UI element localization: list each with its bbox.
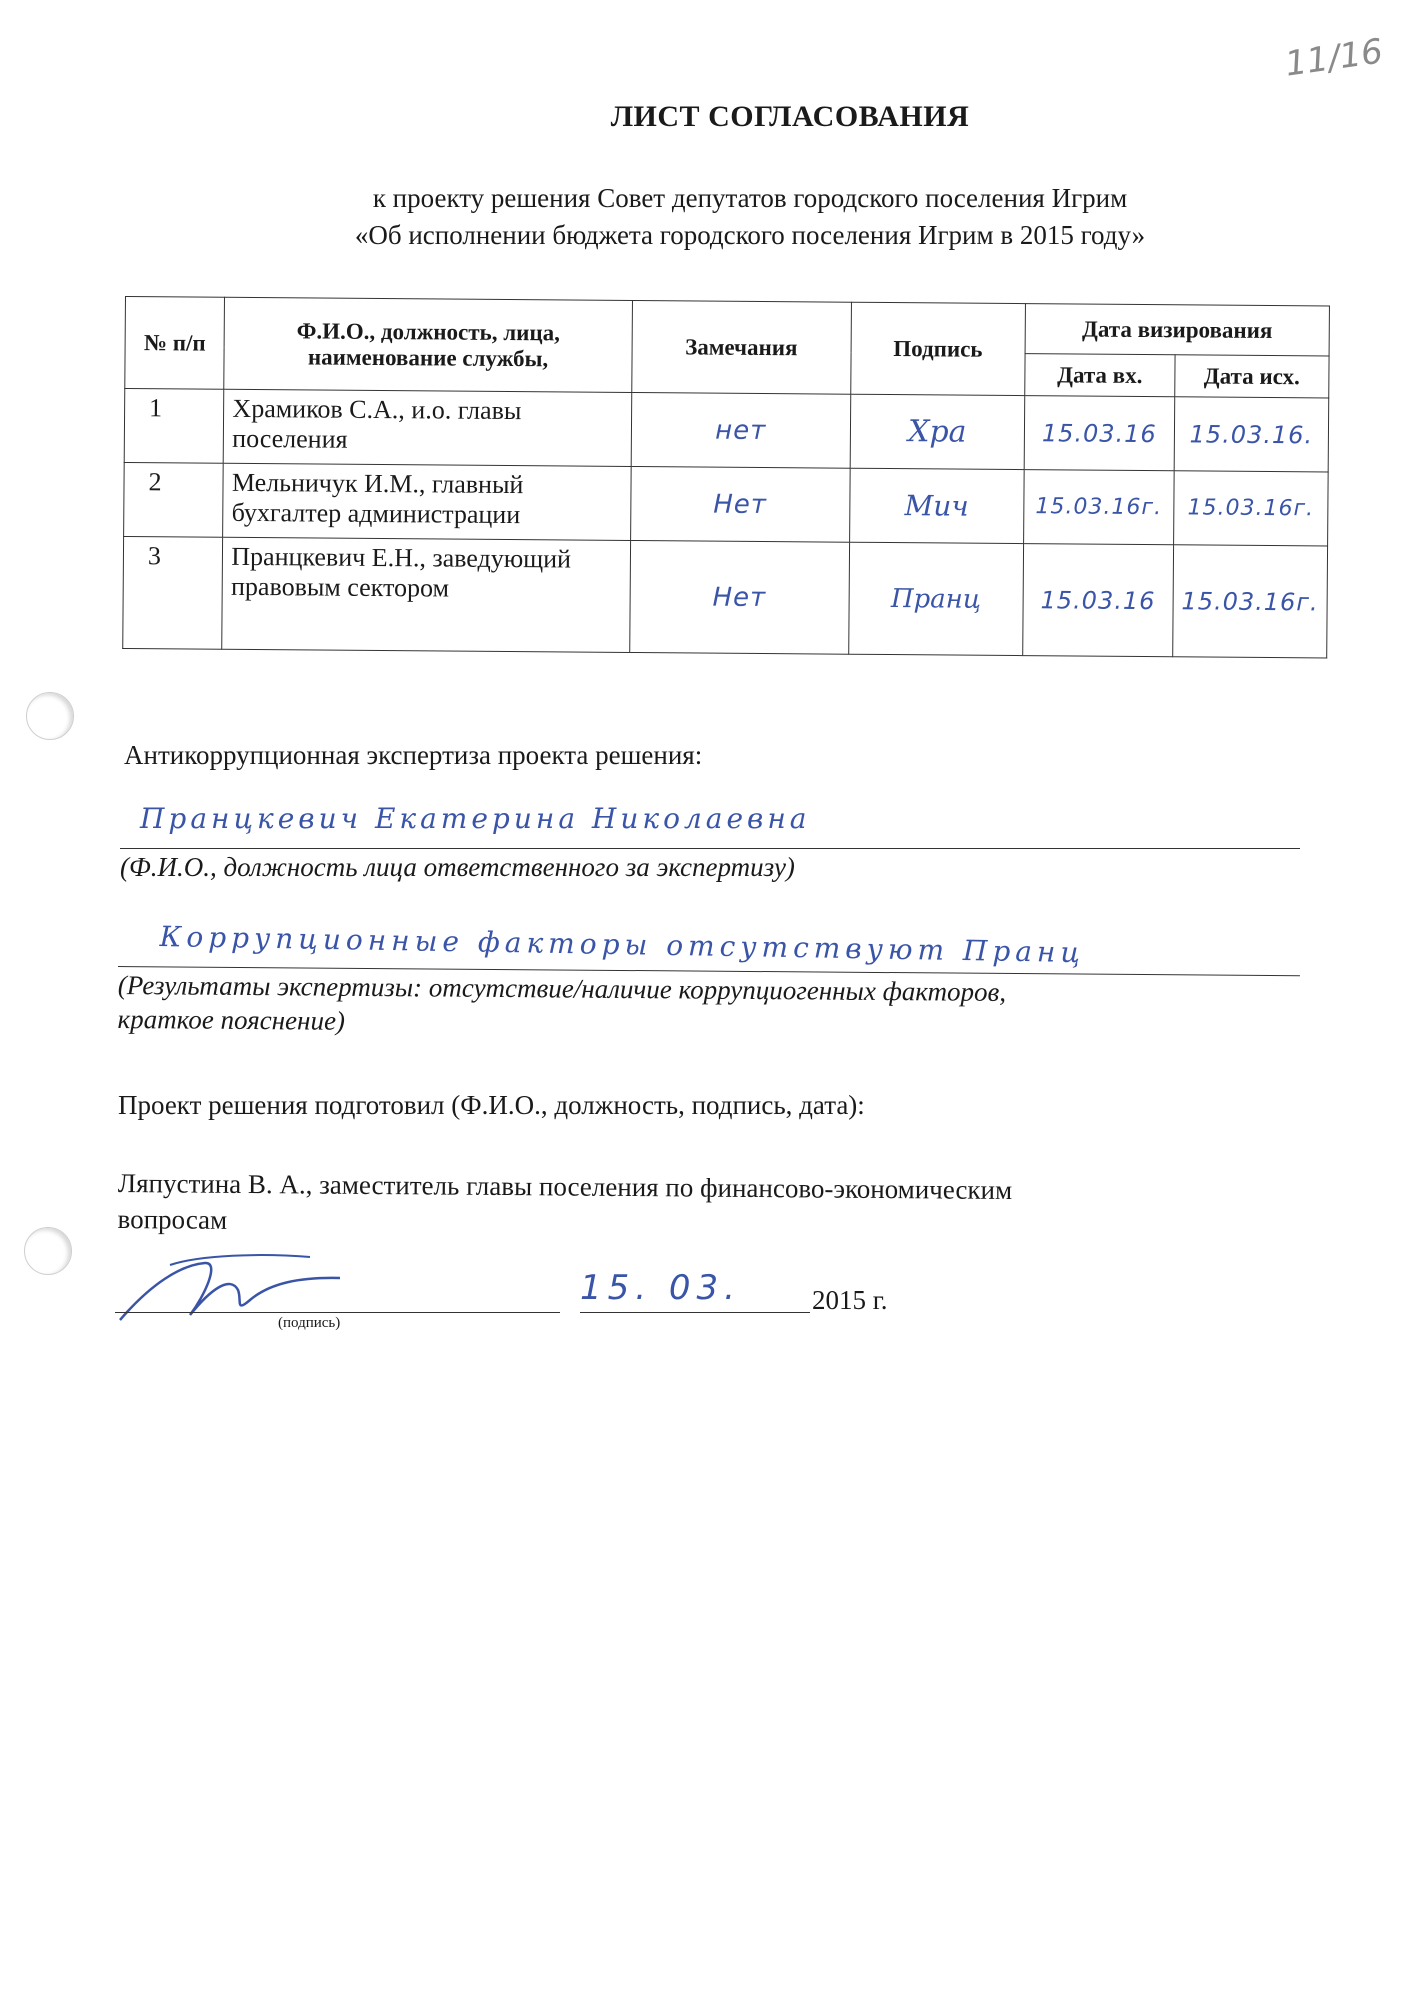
subtitle-line-2: «Об исполнении бюджета городского поселения Игрим в 2015 году» — [354, 220, 1146, 250]
prepared-person-line-1: Ляпустина В. А., заместитель главы поселения по финансово-экономическим — [117, 1167, 1013, 1206]
row-remarks: нет — [631, 392, 851, 468]
header-remarks: Замечания — [632, 300, 852, 394]
row-signature: Пранц — [848, 542, 1023, 655]
expertise-result-handwritten: Коррупционные факторы отсутствуют Пранц — [159, 920, 1086, 970]
punch-hole — [26, 692, 74, 740]
prepared-heading: Проект решения подготовил (Ф.И.О., должность, подпись, дата): — [118, 1090, 865, 1120]
punch-hole — [24, 1227, 72, 1275]
row-remarks: Нет — [629, 540, 849, 654]
row-name: Храмиков С.А., и.о. главы поселения — [224, 389, 632, 466]
expertise-result-caption-line-2: краткое пояснение) — [117, 1003, 346, 1036]
expertise-heading: Антикоррупционная экспертиза проекта решения: — [124, 740, 703, 770]
row-date-out: 15.03.16. — [1174, 397, 1329, 472]
row-date-in: 15.03.16г. — [1024, 470, 1174, 545]
row-date-out: 15.03.16г. — [1173, 471, 1328, 546]
table-row — [123, 536, 1328, 657]
expertise-person-handwritten: Пранцкевич Екатерина Николаевна — [140, 802, 811, 835]
prepared-person-line-2: вопросам — [117, 1203, 228, 1235]
signature-line — [115, 1312, 560, 1313]
row-signature: Хра — [850, 394, 1025, 469]
header-num: № п/п — [125, 297, 225, 390]
header-signature: Подпись — [850, 302, 1025, 395]
row-num: 2 — [124, 462, 224, 537]
header-date-out: Дата исх. — [1175, 355, 1329, 398]
row-date-in: 15.03.16 — [1024, 396, 1174, 471]
expertise-result-caption-line-1: (Результаты экспертизы: отсутствие/наличие коррупциогенных факторов, — [117, 969, 1007, 1007]
prepared-year: 2015 г. — [812, 1285, 888, 1315]
date-line — [580, 1312, 810, 1313]
prepared-date-handwritten: 15. 03. — [580, 1268, 741, 1308]
row-date-in: 15.03.16 — [1023, 544, 1174, 657]
document-title: ЛИСТ СОГЛАСОВАНИЯ — [610, 100, 970, 133]
approval-table — [122, 296, 1330, 658]
row-remarks: Нет — [630, 466, 850, 542]
table-row — [124, 389, 1329, 472]
row-signature: Мич — [849, 468, 1024, 543]
expertise-result-caption — [117, 968, 1006, 1043]
subtitle-line-1: к проекту решения Совет депутатов городского поселения Игрим — [372, 183, 1128, 213]
document-subtitle — [230, 180, 1270, 254]
row-name: Пранцкевич Е.Н., заведующий правовым сектором — [222, 537, 630, 652]
expertise-person-caption: (Ф.И.О., должность лица ответственного за экспертизу) — [120, 852, 795, 882]
page-number: 11/16 — [1282, 31, 1386, 85]
expertise-person-line — [120, 848, 1300, 849]
header-date-in: Дата вх. — [1025, 354, 1175, 397]
row-name: Мельничук И.М., главный бухгалтер администрации — [223, 463, 631, 540]
row-num: 1 — [124, 389, 224, 464]
row-date-out: 15.03.16г. — [1173, 545, 1328, 658]
header-name: Ф.И.О., должность, лица, наименование службы, — [224, 297, 632, 392]
signature-caption: (подпись) — [278, 1315, 341, 1331]
prepared-person — [117, 1165, 1012, 1244]
row-num: 3 — [123, 536, 223, 649]
table-row — [124, 462, 1329, 545]
header-date-group: Дата визирования — [1025, 304, 1329, 356]
